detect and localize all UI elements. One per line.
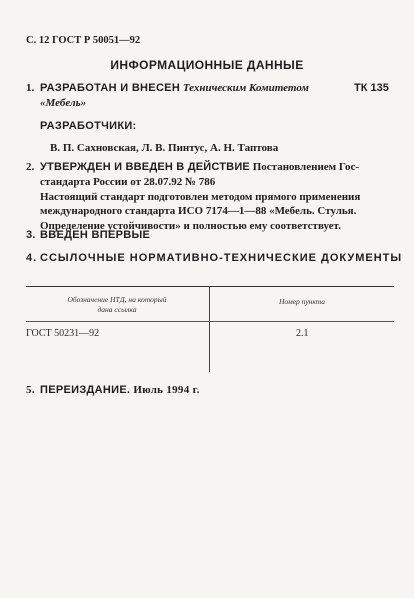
- developers-heading: РАЗРАБОТЧИКИ:: [40, 120, 137, 132]
- section-5-text: Июль 1994 г.: [133, 384, 200, 396]
- section-2-line5: Определение устойчивости» и полностью ему соответствует.: [40, 220, 341, 233]
- section-2: [26, 160, 360, 234]
- section-2-heading: УТВЕРЖДЕН И ВВЕДЕН В ДЕЙСТВИЕ: [40, 161, 250, 173]
- section-2-line4: международного стандарта ИСО 7174—1—88 «Мебель. Стулья.: [40, 205, 357, 218]
- table-header-document-line2: дана ссылка: [97, 305, 137, 314]
- section-1-number: 1.: [26, 82, 35, 94]
- section-3-number: 3.: [26, 229, 36, 241]
- developers-names: В. П. Сахновская, Л. В. Пинтус, А. Н. Таптова: [50, 142, 279, 154]
- section-5-number: 5.: [26, 384, 35, 396]
- section-1-tk: ТК 135: [354, 82, 389, 94]
- section-2-line2: стандарта России от 28.07.92 № 786: [40, 175, 216, 188]
- section-2-line3: Настоящий стандарт подготовлен методом прямого применения: [40, 190, 361, 203]
- section-5: [26, 384, 200, 396]
- table-header-document-line1: Обозначение НТД, на который: [67, 295, 167, 304]
- table-header-rule: [26, 321, 394, 322]
- section-2-text: Постановлением Гос-: [252, 161, 359, 173]
- table-header-document: [26, 295, 208, 315]
- section-1-text: Техническим Комитетом: [182, 82, 309, 94]
- section-1-line2: «Мебель»: [40, 97, 87, 109]
- section-2-number: 2.: [26, 161, 35, 173]
- page-title: ИНФОРМАЦИОННЫЕ ДАННЫЕ: [110, 58, 304, 72]
- table-header-item: Номер пункта: [278, 297, 326, 306]
- section-3: [26, 229, 150, 241]
- section-5-heading: ПЕРЕИЗДАНИЕ.: [40, 384, 131, 396]
- table-top-rule: [26, 286, 394, 287]
- section-3-heading: ВВЕДЕН ВПЕРВЫЕ: [40, 229, 151, 241]
- section-4-number: 4.: [26, 252, 38, 264]
- page-header: С. 12 ГОСТ Р 50051—92: [26, 35, 141, 46]
- section-4-heading: ССЫЛОЧНЫЕ НОРМАТИВНО-ТЕХНИЧЕСКИЕ ДОКУМЕНТЫ: [40, 252, 403, 264]
- section-4: [26, 252, 402, 264]
- table-cell-item: 2.1: [296, 328, 309, 339]
- section-1-heading: РАЗРАБОТАН И ВНЕСЕН: [40, 82, 181, 94]
- table-cell-document: ГОСТ 50231—92: [26, 328, 100, 339]
- section-1: [26, 82, 389, 94]
